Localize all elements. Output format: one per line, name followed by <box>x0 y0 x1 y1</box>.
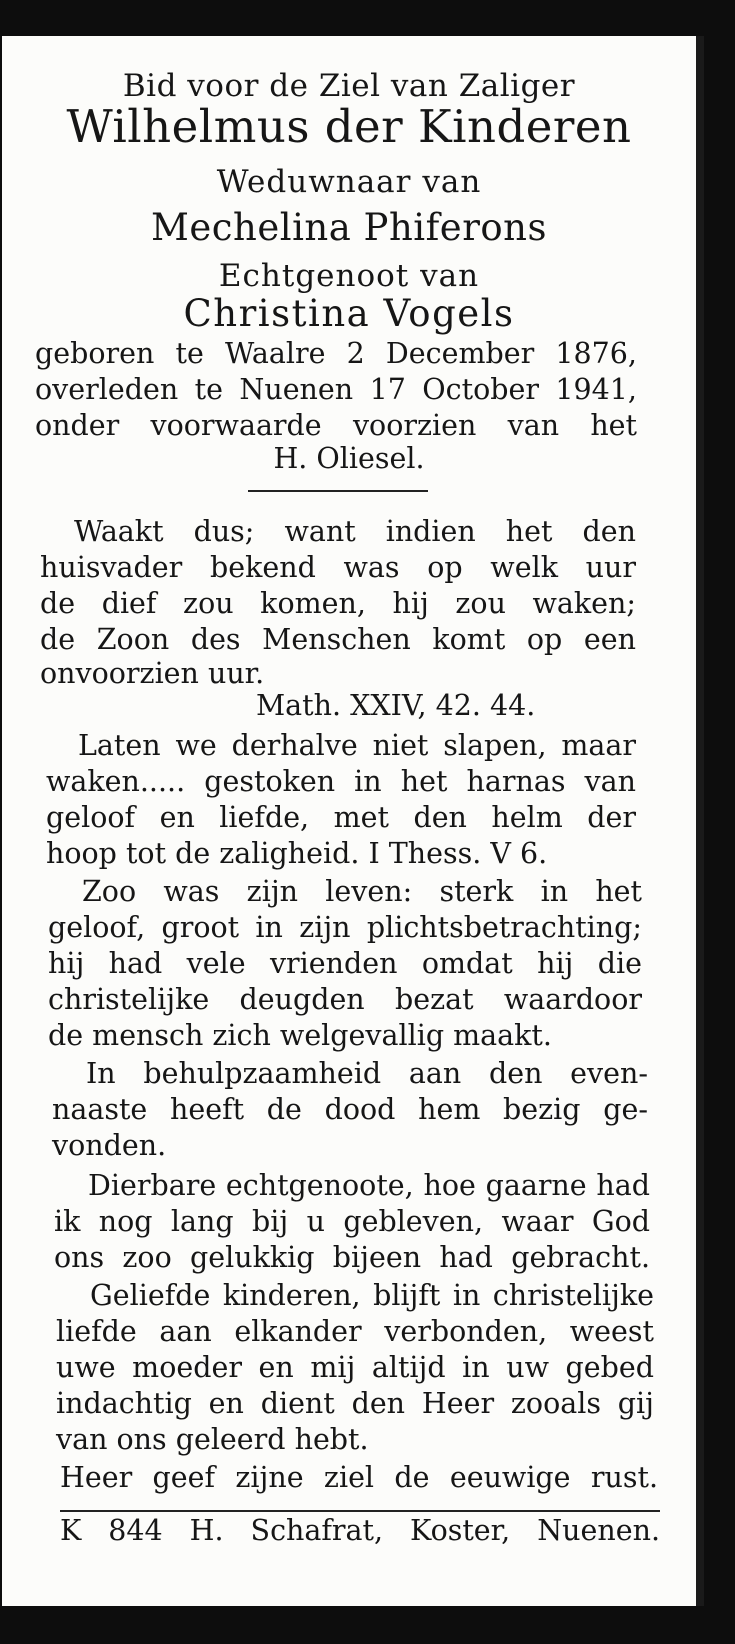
husband-label: Echtgenoot van <box>218 258 480 294</box>
text-line: Laten we derhalve niet slapen, maar <box>78 729 636 762</box>
text-line: indachtig en dient den Heer zooals gij <box>56 1387 654 1420</box>
text-line: huisvader bekend was op welk uur <box>40 551 636 584</box>
text-line: onvoorzien uur. <box>40 657 265 690</box>
text-line: hoop tot de zaligheid. I Thess. V 6. <box>46 837 548 870</box>
text-line: geloof, groot in zijn plichtsbetrachting; <box>48 911 642 944</box>
text-line: geloof en liefde, met den helm der <box>46 801 636 834</box>
text-line: christelijke deugden bezat waardoor <box>48 983 642 1016</box>
text-line: waken..... gestoken in het harnas van <box>46 765 636 798</box>
text-line: Waakt dus; want indien het den <box>74 515 636 548</box>
text-line: uwe moeder en mij altijd in uw gebed <box>56 1351 654 1384</box>
oil-line: H. Oliesel. <box>273 442 425 475</box>
text-line: Geliefde kinderen, blijft in christelijke <box>90 1279 654 1312</box>
death-line: overleden te Nuenen 17 October 1941, <box>35 373 637 406</box>
memorial-card <box>2 36 696 1606</box>
text-line: Dierbare echtgenoote, hoe gaarne had <box>88 1169 650 1202</box>
widower-label: Weduwnaar van <box>216 164 482 200</box>
sacrament-line: onder voorwaarde voorzien van het <box>35 409 637 442</box>
text-line: naaste heeft de dood hem bezig ge- <box>52 1093 648 1126</box>
closing-prayer: Heer geef zijne ziel de eeuwige rust. <box>60 1461 658 1494</box>
text-line: de Zoon des Menschen komt op een <box>40 623 636 656</box>
text-line: Zoo was zijn leven: sterk in het <box>82 875 642 908</box>
first-wife-name: Mechelina Phiferons <box>151 206 547 249</box>
divider-short <box>248 490 428 492</box>
prayer-heading: Bid voor de Ziel van Zaliger <box>122 68 576 104</box>
text-line: hij had vele vrienden omdat hij die <box>48 947 642 980</box>
divider-long <box>60 1510 660 1512</box>
birth-line: geboren te Waalre 2 December 1876, <box>35 337 637 370</box>
card-code: K 844 <box>60 1514 163 1547</box>
text-line: de dief zou komen, hij zou waken; <box>40 587 636 620</box>
deceased-name: Wilhelmus der Kinderen <box>66 100 632 153</box>
second-wife-name: Christina Vogels <box>183 292 515 335</box>
text-line: de mensch zich welgevallig maakt. <box>48 1019 552 1052</box>
text-line: ons zoo gelukkig bijeen had gebracht. <box>54 1241 650 1274</box>
card-edge-shadow <box>696 36 704 1606</box>
printer-footer <box>60 1514 660 1547</box>
scripture-reference: Math. XXIV, 42. 44. <box>256 689 536 722</box>
text-line: van ons geleerd hebt. <box>56 1423 369 1456</box>
text-line: liefde aan elkander verbonden, weest <box>56 1315 654 1348</box>
printer-credit: H. Schafrat, Koster, Nuenen. <box>189 1514 660 1547</box>
text-line: vonden. <box>52 1129 167 1162</box>
text-line: ik nog lang bij u gebleven, waar God <box>54 1205 650 1238</box>
text-line: In behulpzaamheid aan den even- <box>86 1057 648 1090</box>
